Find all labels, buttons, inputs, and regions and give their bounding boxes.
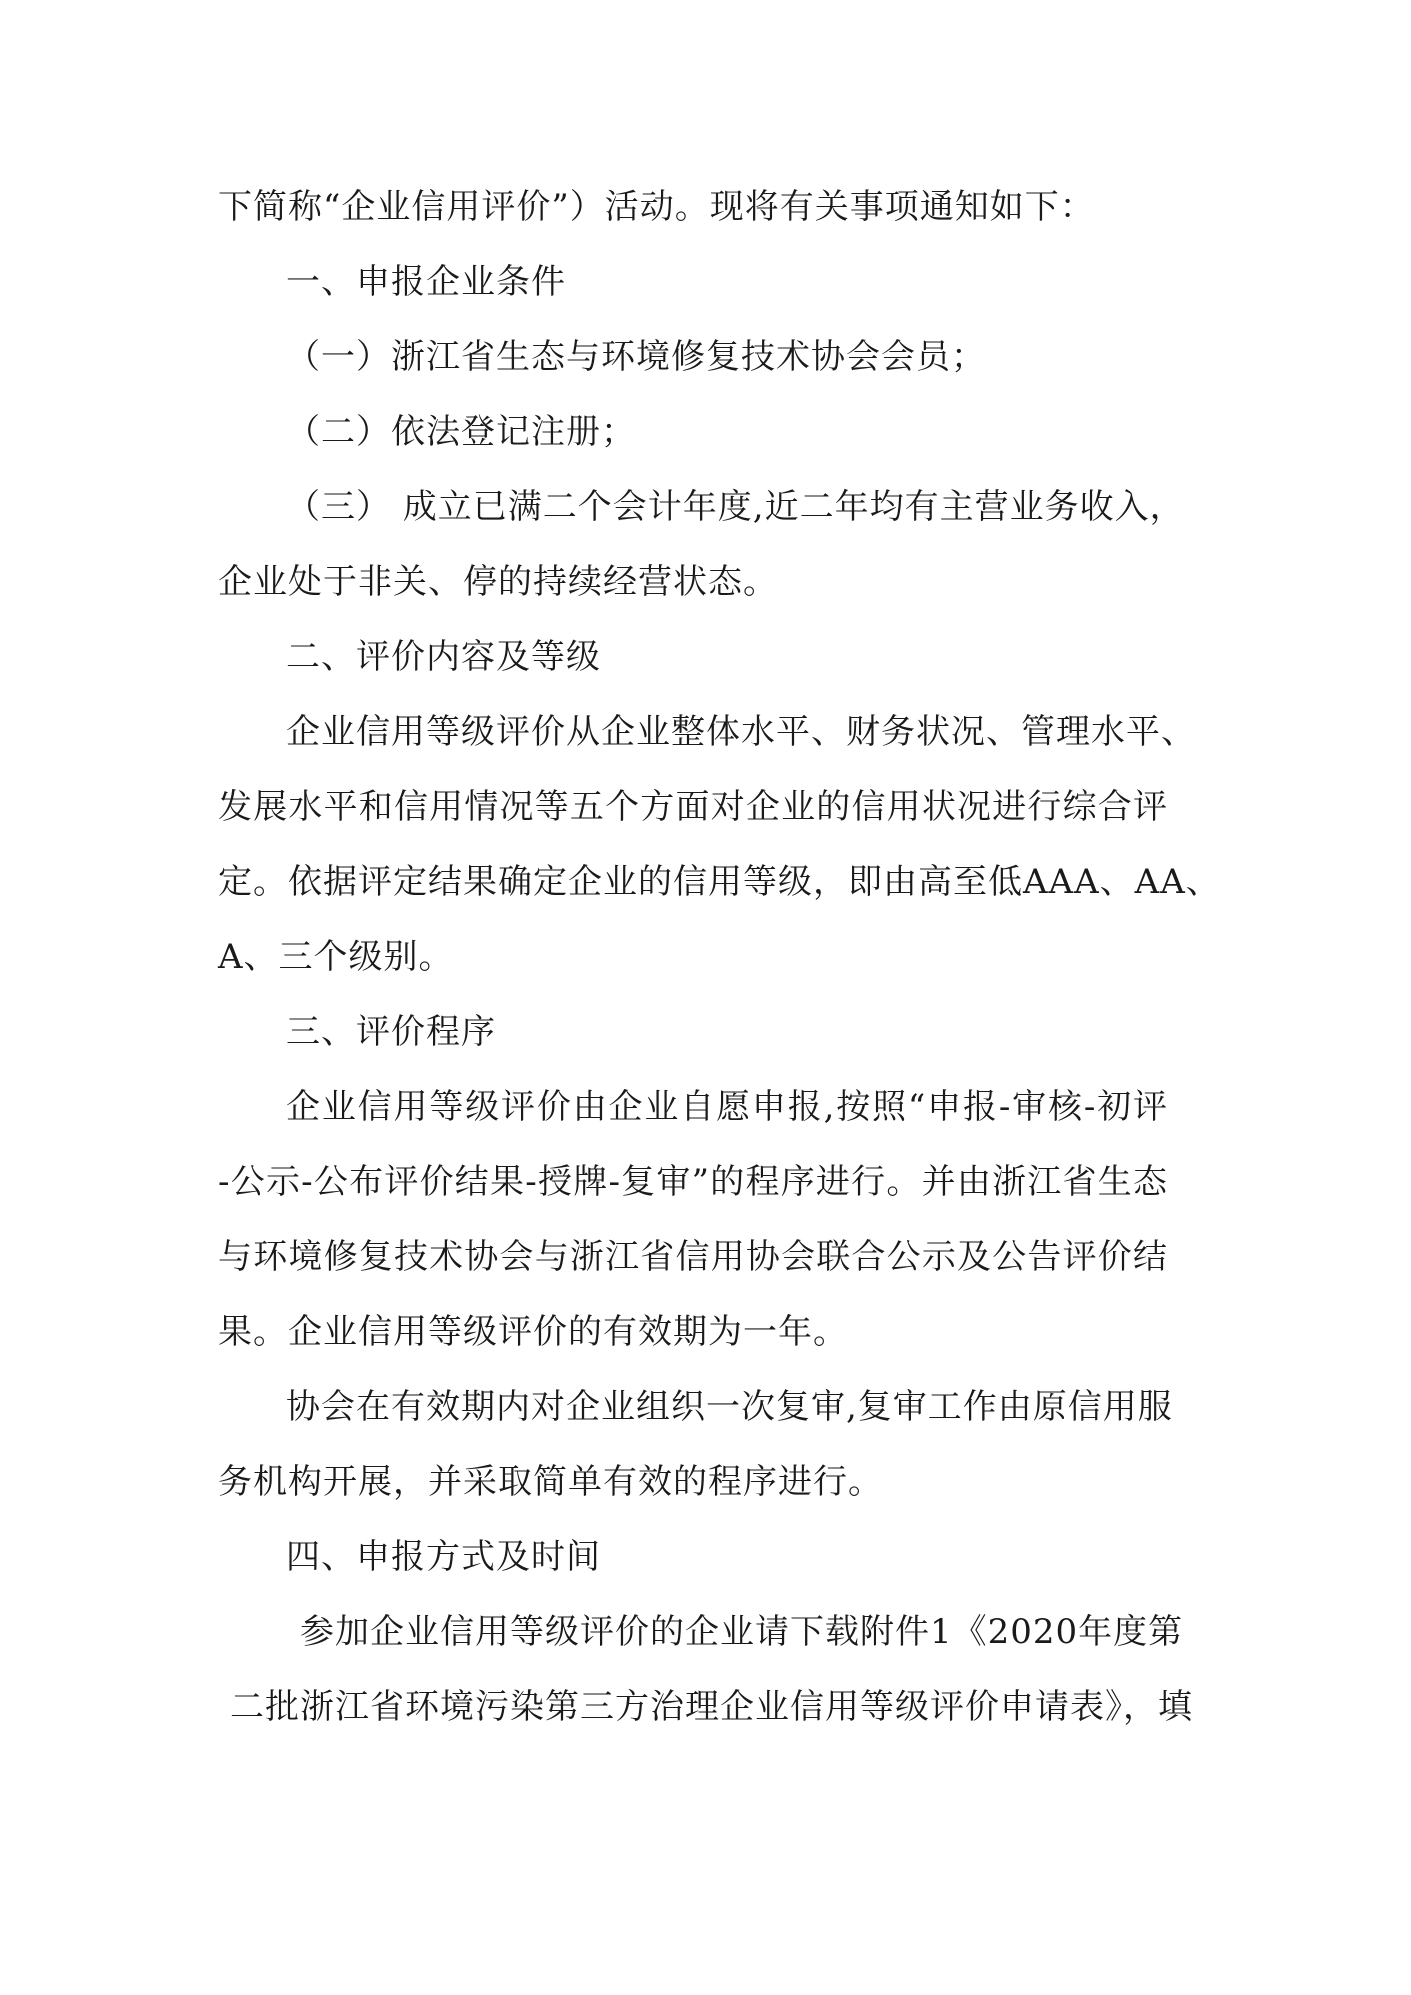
document-body xyxy=(218,170,1221,1745)
evaluation-content-line-4: A、三个级别。 xyxy=(218,937,454,977)
application-line-1: 参加企业信用等级评价的企业请下载附件1《2020年度第 xyxy=(300,1612,1184,1652)
evaluation-content-line-3: 定。依据评定结果确定企业的信用等级，即由高至低AAA、AA、 xyxy=(218,862,1221,902)
procedure-line-2: -公示-公布评价结果-授牌-复审”的程序进行。并由浙江省生态 xyxy=(218,1162,1168,1202)
application-line-2: 二批浙江省环境污染第三方治理企业信用等级评价申请表》，填 xyxy=(230,1687,1193,1727)
procedure-line-4: 果。企业信用等级评价的有效期为一年。 xyxy=(218,1312,848,1352)
evaluation-content-line-2: 发展水平和信用情况等五个方面对企业的信用状况进行综合评 xyxy=(218,787,1168,827)
review-line-2: 务机构开展，并采取简单有效的程序进行。 xyxy=(218,1462,883,1502)
procedure-line-3: 与环境修复技术协会与浙江省信用协会联合公示及公告评价结 xyxy=(218,1237,1168,1277)
procedure-line-1: 企业信用等级评价由企业自愿申报,按照“申报-审核-初评 xyxy=(286,1087,1168,1127)
condition-item-3: （三） 成立已满二个会计年度,近二年均有主营业务收入， xyxy=(286,487,1185,527)
section-heading-4: 四、申报方式及时间 xyxy=(286,1537,601,1577)
condition-item-1: （一）浙江省生态与环境修复技术协会会员； xyxy=(286,337,986,377)
section-heading-1: 一、申报企业条件 xyxy=(286,262,566,302)
section-heading-2: 二、评价内容及等级 xyxy=(286,637,601,677)
condition-item-3-continued: 企业处于非关、停的持续经营状态。 xyxy=(218,562,778,602)
review-line-1: 协会在有效期内对企业组织一次复审,复审工作由原信用服 xyxy=(286,1387,1173,1427)
condition-item-2: （二）依法登记注册； xyxy=(286,412,636,452)
evaluation-content-line-1: 企业信用等级评价从企业整体水平、财务状况、管理水平、 xyxy=(286,712,1196,752)
paragraph-line-continuation: 下简称“企业信用评价”）活动。现将有关事项通知如下： xyxy=(218,187,1095,227)
section-heading-3: 三、评价程序 xyxy=(286,1012,496,1052)
